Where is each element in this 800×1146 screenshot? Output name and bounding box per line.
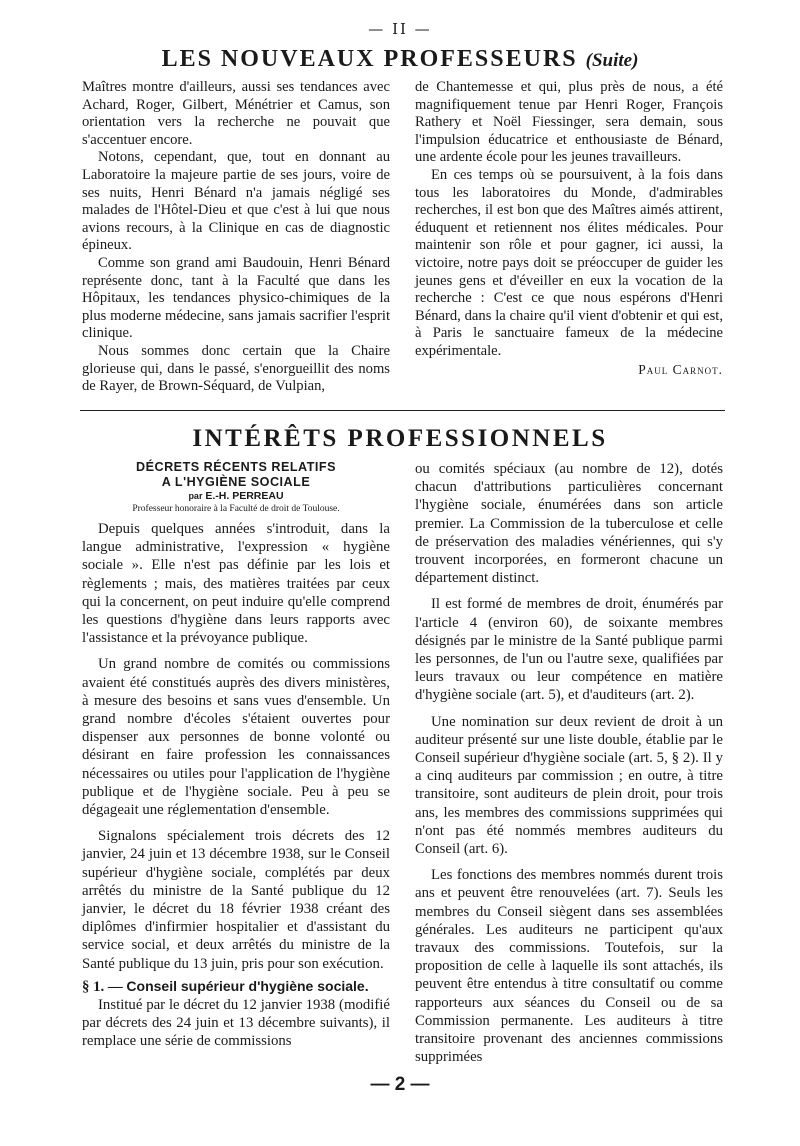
paragraph: Une nomination sur deux revient de droit à un auditeur présenté sur une liste double, établie par le Conseil supérieur d'hygiène sociale (art. 5, § 2). Il y a cinq auditeurs par commission ; en outre, à titre transitoire, sont auditeurs de plein droit, pour trois ans, les membres des commissions supprimées qui n'ont pas été nommés membres auditeurs du Conseil (art. 6).: [415, 713, 723, 858]
paragraph: Un grand nombre de comités ou commissions avaient été constitués auprès des divers ministères, à mesure des besoins et sans vues d'ensemble. Un grand nombre d'écoles s'étaient ouvertes pour dispenser aux personnes de bonne volonté ou désirant en faire profession les connaissances nécessaires ou utiles pour l'application de l'hygiène publique et de l'hygiène sociale. Peu à peu se dégageait une réglementation d'ensemble.: [82, 656, 390, 819]
author-signature: Paul Carnot.: [638, 361, 723, 377]
subsection-title: Conseil supérieur d'hygiène sociale.: [126, 977, 369, 994]
article-title-line-1: DÉCRETS RÉCENTS RELATIFS: [136, 460, 336, 474]
paragraph: En ces temps où se poursuivent, à la fois dans tous les laboratoires du Monde, d'admirables recherches, il est bon que des Maîtres aimés attirent, éduquent et retiennent nos élites médicales. Pour maintenir son rôle et pour gagner, ici aussi, la victoire, notre pays doit se préoccuper de guider les jeunes gens et d'éveiller en eux la vocation de la recherche : C'est ce que nous espérons d'Henri Bénard, dans la chaire qu'il vient d'obtenir et qui est, à Paris le sanctuaire fameux de la médecine expérimentale.: [415, 166, 723, 359]
paragraph: Institué par le décret du 12 janvier 1938 (modifié par décrets des 24 juin et 13 décembre suivants), il remplace une série de commissions: [82, 997, 390, 1050]
section-title-nouveaux-professeurs: [0, 46, 800, 73]
top-folio: — II —: [368, 20, 432, 38]
subsection-heading: [82, 977, 390, 996]
paragraph: Les fonctions des membres nommés durent trois ans et peuvent être renouvelées (art. 7). Seuls les membres du Conseil siègent dans ses assemblées générales. Les auditeurs ne participent qu'aux travaux des commissions. Toutefois, sur la proposition de celle à laquelle ils sont attachés, ils peuvent être entendus à titre consultatif ou comme rapporteurs aux séances du Conseil ou de sa Commission permanente. Les auditeurs à titre transitoire provenant des anciennes commissions supprimées: [415, 867, 723, 1066]
author-name: E.-H. PERREAU: [205, 490, 284, 502]
paragraph: Maîtres montre d'ailleurs, aussi ses tendances avec Achard, Roger, Gilbert, Ménétrier et Camus, son orientation vers la recherche ne pouvait que s'accentuer encore.: [82, 79, 390, 148]
author-affiliation: Professeur honoraire à la Faculté de droit de Toulouse.: [132, 504, 340, 514]
paragraph: Il est formé de membres de droit, énumérés par l'article 4 (environ 60), de soixante membres désignés par le ministre de la Santé publique parmi les personnes, de l'un ou l'autre sexe, qualifiées par leurs travaux ou leur compétence en matière d'hygiène sociale (art. 5), et d'auditeurs (art. 2).: [415, 596, 723, 704]
paragraph: Comme son grand ami Baudouin, Henri Bénard représente donc, tant à la Faculté que dans les Hôpitaux, les tendances physico-chimiques de la plus moderne médecine, sans jamais sacrifier l'esprit clinique.: [82, 254, 390, 342]
paragraph: Notons, cependant, que, tout en donnant au Laboratoire la majeure partie de ses jours, voire de ses nuits, Henri Bénard n'a jamais négligé ses malades de l'Hôtel-Dieu et que c'est à lui que nous avions recours, à la Clinique en cas de diagnostic épineux.: [82, 149, 390, 254]
article-author: [82, 490, 390, 503]
paragraph: Nous sommes donc certain que la Chaire glorieuse qui, dans le passé, s'enorgueillit des noms de Rayer, de Brown-Séquard, de Vulpian,: [82, 342, 390, 395]
section2-left-column: [82, 460, 390, 1051]
section1-right-column: [415, 79, 723, 378]
author-prefix: par: [188, 491, 203, 501]
section-title-interets-professionnels: INTÉRÊTS PROFESSIONNELS: [192, 425, 608, 452]
section-title-text: LES NOUVEAUX PROFESSEURS: [161, 46, 578, 72]
article-title-line-2: A L'HYGIÈNE SOCIALE: [161, 475, 311, 489]
paragraph: Depuis quelques années s'introduit, dans la langue administrative, l'expression « hygiène sociale ». Elle n'est pas définie par les lois et règlements ; mais, des matières traitées par ceux qui la concernent, on peut induire qu'elle comprend les questions d'hygiène dans leurs rapports avec l'assistance et la prévoyance publique.: [82, 521, 390, 647]
page-number: — 2 —: [370, 1074, 430, 1095]
paragraph: ou comités spéciaux (au nombre de 12), dotés chacun d'attributions particulières concernant l'hygiène sociale, énumérées dans son article premier. La Commission de la tuberculose et celle de préservation des maladies vénériennes, qui s'y trouvent incorporées, en formeront chacune un département distinct.: [415, 461, 723, 587]
subsection-number: § 1. —: [82, 978, 123, 995]
section-title-suffix: (Suite): [585, 50, 639, 71]
paragraph: de Chantemesse et qui, plus près de nous, a été magnifiquement tenue par Henri Roger, François Rathery et Noël Fiessinger, sera demain, sous l'impulsion éducatrice et enthousiaste de Bénard, une ardente école pour les jeunes travailleurs.: [415, 79, 723, 166]
section2-right-column: [415, 460, 723, 1067]
section-divider: [80, 410, 725, 411]
paragraph: Signalons spécialement trois décrets des 12 janvier, 24 juin et 13 décembre 1938, sur le Conseil supérieur d'hygiène sociale, complétés par deux arrêtés du ministre de la Santé publique du 12 janvier, le décret du 18 février 1938 créant des diplômes d'infirmier hospitalier et d'assistant du service social, et deux arrêtés du ministre de la Santé publique du 13 juin, pris pour son exécution.: [82, 828, 390, 972]
section1-left-column: [82, 79, 390, 396]
